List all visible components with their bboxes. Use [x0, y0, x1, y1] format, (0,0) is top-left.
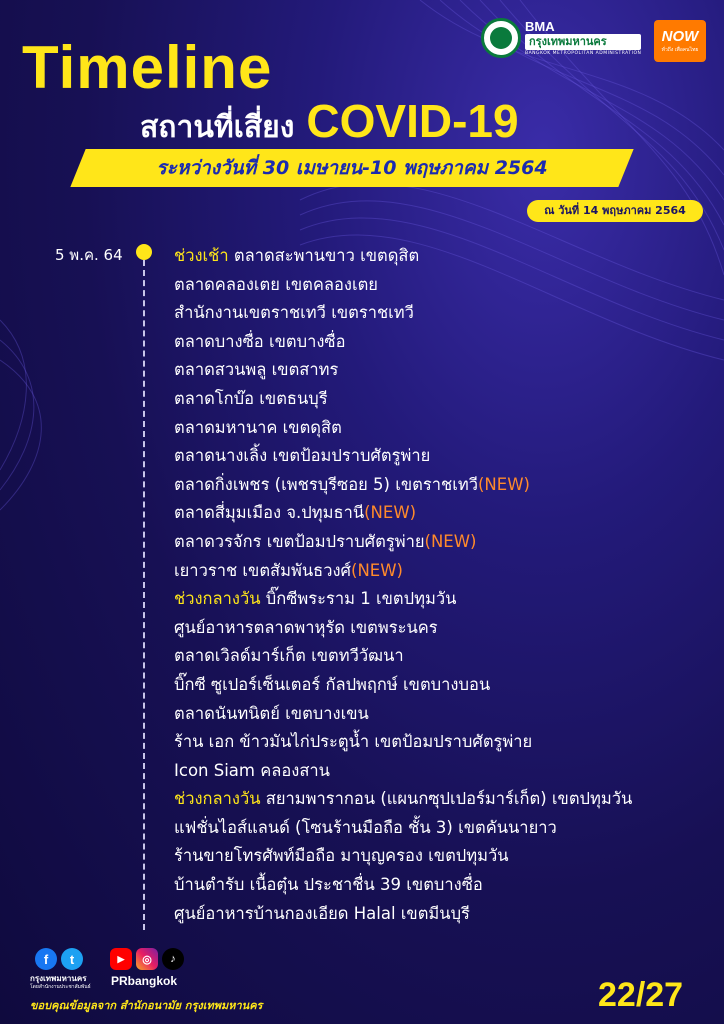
- bma-eng-label: BANGKOK METROPOLITAN ADMINISTRATION: [525, 51, 642, 57]
- now-logo: [654, 20, 706, 62]
- timeline-place: ตลาดสวนพลู เขตสาทร: [174, 360, 339, 380]
- timeline-item: [174, 585, 632, 614]
- tiktok-icon[interactable]: ♪: [162, 948, 184, 970]
- timeline-item: [174, 242, 632, 271]
- footer-credit: ขอบคุณข้อมูลจาก สำนักอนามัย กรุงเทพมหานคร: [30, 999, 263, 1012]
- new-badge: (NEW): [477, 474, 530, 494]
- timeline-item: [174, 871, 632, 900]
- page-title: Timeline: [22, 34, 273, 101]
- bma-logo: [481, 18, 641, 58]
- timeline-item: [174, 271, 632, 300]
- timeline-line: [143, 260, 145, 930]
- footer-social-group-1: [35, 948, 83, 970]
- instagram-icon[interactable]: ◎: [136, 948, 158, 970]
- footer-org-sub: โดยสำนักงานประชาสัมพันธ์: [30, 984, 91, 990]
- timeline-dot-icon: [136, 244, 152, 260]
- timeline-place: ตลาดนางเลิ้ง เขตป้อมปราบศัตรูพ่าย: [174, 446, 431, 466]
- bma-short-label: BMA: [525, 18, 555, 34]
- bma-thai-label: กรุงเทพมหานคร: [525, 34, 641, 50]
- timeline-item: [174, 528, 632, 557]
- timeline-item: [174, 671, 632, 700]
- timeline-item: [174, 414, 632, 443]
- timeline-place: ตลาดบางซื่อ เขตบางซื่อ: [174, 331, 346, 351]
- timeline-place: Icon Siam คลองสาน: [174, 760, 330, 780]
- timeline-place: ตลาดมหานาค เขตดุสิต: [174, 417, 342, 437]
- as-of-date-badge: ณ วันที่ 14 พฤษภาคม 2564: [527, 200, 703, 222]
- timeline-date: 5 พ.ค. 64: [55, 246, 123, 264]
- timeline-place: ศูนย์อาหารบ้านกองเอียด Halal เขตมีนบุรี: [174, 903, 470, 923]
- now-label: NOW: [661, 27, 699, 45]
- timeline-item: [174, 785, 632, 814]
- timeline-place: แฟชั่นไอส์แลนด์ (โซนร้านมือถือ ชั้น 3) เขตคันนายาว: [174, 817, 557, 837]
- footer-handle: PRbangkok: [111, 974, 178, 988]
- timeline-list: [174, 242, 632, 928]
- timeline-item: [174, 842, 632, 871]
- timeline-place: สำนักงานเขตราชเทวี เขตราชเทวี: [174, 303, 414, 323]
- timeline-place: ตลาดโกบ๊อ เขตธนบุรี: [174, 388, 328, 408]
- facebook-icon[interactable]: f: [35, 948, 57, 970]
- date-range-text: ระหว่างวันที่ 30 เมษายน-10 พฤษภาคม 2564: [156, 157, 548, 179]
- timeline-item: [174, 499, 632, 528]
- bma-seal-icon: [481, 18, 521, 58]
- timeline-item: [174, 642, 632, 671]
- timeline-item: [174, 728, 632, 757]
- timeline-period-label: ช่วงกลางวัน: [174, 589, 261, 609]
- timeline-place: ร้านขายโทรศัพท์มือถือ มาบุญครอง เขตปทุมวัน: [174, 846, 509, 866]
- timeline-item: [174, 385, 632, 414]
- subtitle-row: [140, 95, 519, 151]
- timeline-place: ตลาดสี่มุมเมือง จ.ปทุมธานี: [174, 503, 365, 523]
- timeline-item: [174, 700, 632, 729]
- subtitle-covid: COVID-19: [306, 95, 519, 147]
- youtube-icon[interactable]: ▶: [110, 948, 132, 970]
- timeline-period-label: ช่วงกลางวัน: [174, 789, 261, 809]
- timeline-place: ตลาดคลองเตย เขตคลองเตย: [174, 274, 378, 294]
- twitter-icon[interactable]: t: [61, 948, 83, 970]
- new-badge: (NEW): [351, 560, 403, 580]
- page-number: 22/27: [598, 976, 684, 1014]
- timeline-item: [174, 557, 632, 586]
- new-badge: (NEW): [364, 503, 417, 523]
- subtitle-thai: สถานที่เสี่ยง: [140, 110, 295, 145]
- timeline-place: ตลาดสะพานขาว เขตดุสิต: [228, 246, 420, 265]
- timeline-place: เยาวราช เขตสัมพันธวงศ์: [174, 560, 352, 580]
- timeline-place: บิ๊กซีพระราม 1 เขตปทุมวัน: [260, 589, 457, 609]
- timeline-period-label: ช่วงเช้า: [174, 246, 229, 265]
- timeline-item: [174, 900, 632, 929]
- timeline-item: [174, 328, 632, 357]
- timeline-place: ตลาดนันทนิตย์ เขตบางเขน: [174, 703, 369, 723]
- timeline-place: ตลาดวรจักร เขตป้อมปราบศัตรูพ่าย: [174, 531, 425, 551]
- new-badge: (NEW): [424, 531, 477, 551]
- timeline-place: บ้านตำรับ เนื้อตุ๋น ประชาชื่น 39 เขตบางซื่อ: [174, 875, 483, 895]
- timeline-place: ตลาดเวิลด์มาร์เก็ต เขตทวีวัฒนา: [174, 646, 404, 666]
- timeline-item: [174, 442, 632, 471]
- now-sub-label: ทั่วถึง เพื่อคนไทย: [661, 46, 699, 53]
- timeline-item: [174, 814, 632, 843]
- footer-social-group-2: [110, 948, 184, 970]
- timeline-place: ศูนย์อาหารตลาดพาหุรัด เขตพระนคร: [174, 617, 438, 637]
- timeline-place: ร้าน เอก ข้าวมันไก่ประตูน้ำ เขตป้อมปราบศัตรูพ่าย: [174, 732, 533, 752]
- timeline-place: สยามพารากอน (แผนกซุปเปอร์มาร์เก็ต) เขตปทุมวัน: [260, 789, 633, 809]
- timeline-item: [174, 299, 632, 328]
- timeline-item: [174, 471, 632, 500]
- footer-org: กรุงเทพมหานคร: [30, 974, 87, 983]
- timeline-item: [174, 356, 632, 385]
- timeline-place: ตลาดกิ่งเพชร (เพชรบุรีซอย 5) เขตราชเทวี: [174, 474, 478, 494]
- timeline-item: [174, 614, 632, 643]
- timeline-place: บิ๊กซี ซูเปอร์เซ็นเตอร์ กัลปพฤกษ์ เขตบางบอน: [174, 674, 491, 694]
- timeline-item: [174, 757, 632, 786]
